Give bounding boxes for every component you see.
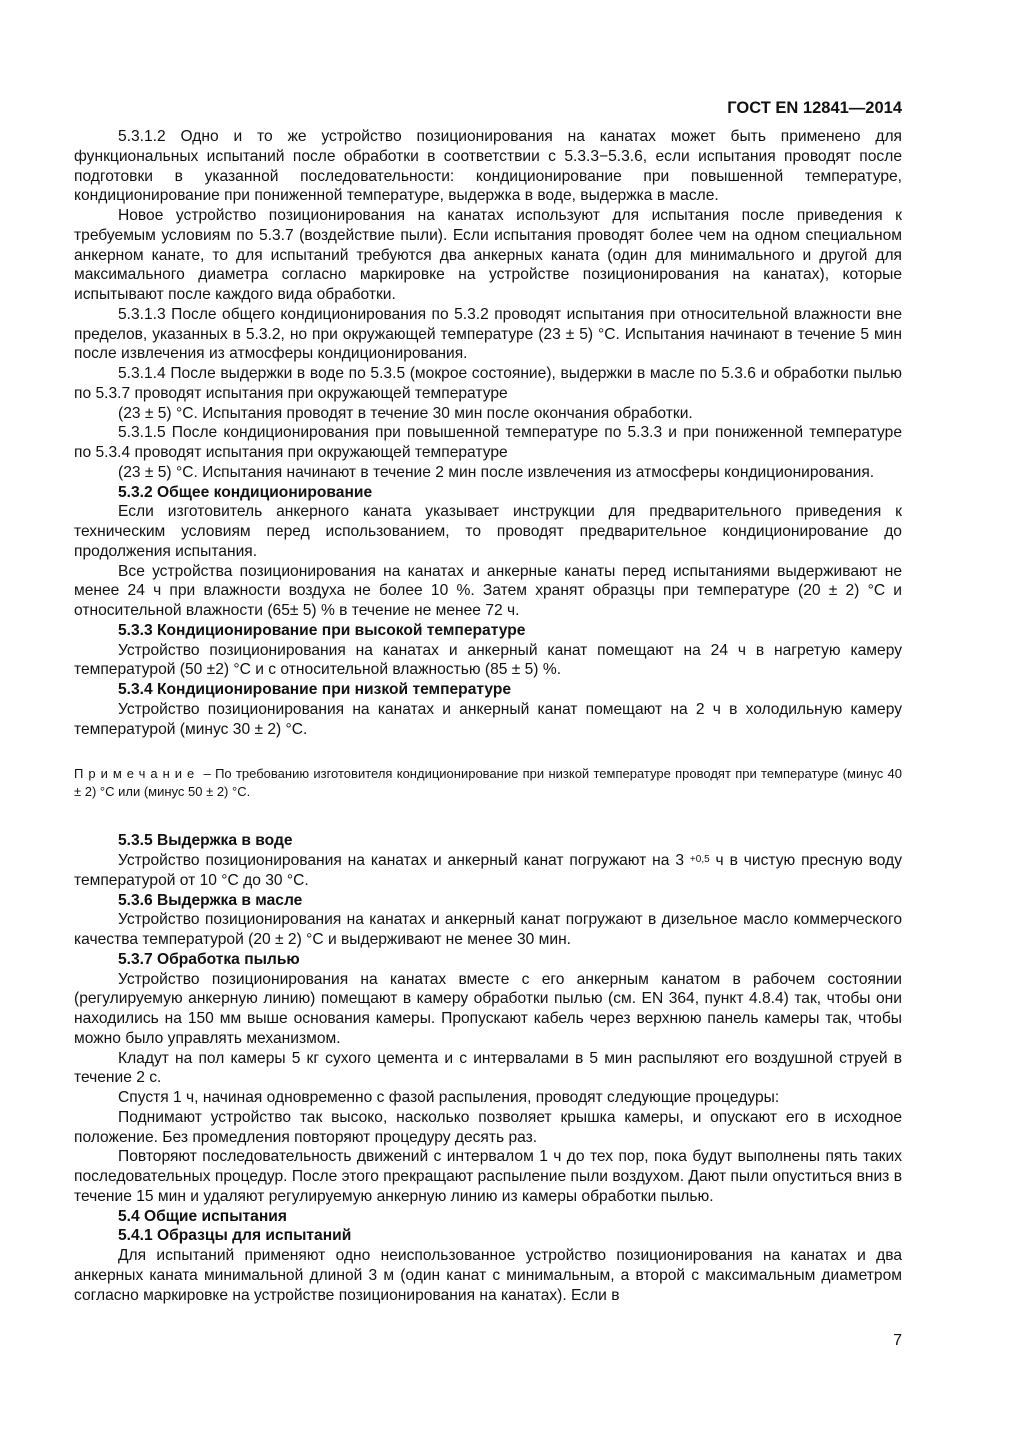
paragraph-samples: Для испытаний применяют одно неиспользованное устройство позиционирования на канатах и два анкерных каната минимальной длиной 3 м (один канат с минимальным, а второй с максимальным диаметром согласно маркировке на устройстве позиционирования на канатах). Если в xyxy=(74,1247,902,1304)
document-body xyxy=(74,127,902,1305)
paragraph-5-3-1-3: 5.3.1.3 После общего кондиционирования по 5.3.2 проводят испытания при относительной влажности вне пределов, указанных в 5.3.2, но при окружающей температуре (23 ± 5) °С. Испытания начинают в течение 5 мин после извлечения из атмосферы кондиционирования. xyxy=(74,305,902,363)
paragraph-high-temp: Устройство позиционирования на канатах и анкерный канат помещают на 24 ч в нагретую камеру температурой (50 ±2) °С и с относительной влажностью (85 ± 5) %. xyxy=(74,641,902,679)
document-code-header: ГОСТ EN 12841—2014 xyxy=(727,99,902,117)
heading-5-3-3: 5.3.3 Кондиционирование при высокой температуре xyxy=(118,621,526,639)
heading-5-4-1: 5.4.1 Образцы для испытаний xyxy=(118,1227,352,1245)
paragraph-raise-device: Поднимают устройство так высоко, насколько позволяет крышка камеры, и опускают его в исходное положение. Без промедления повторяют процедуру десять раз. xyxy=(74,1108,902,1146)
paragraph-water xyxy=(74,851,902,891)
tolerance-superscript: +0,5 xyxy=(689,854,710,865)
heading-5-3-2: 5.3.2 Общее кондиционирование xyxy=(118,483,373,501)
heading-5-3-6: 5.3.6 Выдержка в масле xyxy=(118,891,303,909)
note-text: – По требованию изготовителя кондиционирование при низкой температуре проводят при температуре (минус 40 ± 2) °С или (минус 50 ± 2) °С. xyxy=(74,766,902,800)
paragraph-5-3-1-2: 5.3.1.2 Одно и то же устройство позиционирования на канатах может быть применено для функциональных испытаний после обработки в соответствии с 5.3.3−5.3.6, если испытания проводят после подготовки в указанной последовательности: кондиционирование при повышенной температуре, кондиционирование при пониженной температуре, выдержка в воде, выдержка в масле. xyxy=(74,128,902,205)
paragraph-5-3-1-4: 5.3.1.4 После выдержки в воде по 5.3.5 (мокрое состояние), выдержки в масле по 5.3.6 и обработки пылью по 5.3.7 проводят испытания при окружающей температуре xyxy=(74,365,902,402)
heading-5-3-5: 5.3.5 Выдержка в воде xyxy=(118,832,293,850)
paragraph-storage: Все устройства позиционирования на канатах и анкерные канаты перед испытаниями выдерживают не менее 24 ч при влажности воздуха не более 10 %. Затем хранят образцы при температуре (20 ± 2) °С и относительной влажности (65± 5) % в течение не менее 72 ч. xyxy=(74,562,902,619)
heading-5-4: 5.4 Общие испытания xyxy=(118,1207,287,1225)
paragraph-new-device: Новое устройство позиционирования на канатах используют для испытания после приведения к требуемым условиям по 5.3.7 (воздействие пыли). Если испытания проводят более чем на одном специальном анкерном канате, то для испытаний требуются два анкерных каната (один для минимального и другой для максимального диаметра согласно маркировке на устройстве позиционирования на канатах), которые испытывают после каждого вида обработки. xyxy=(74,207,902,303)
document-page xyxy=(74,98,902,1305)
paragraph-oil: Устройство позиционирования на канатах и анкерный канат погружают в дизельное масло коммерческого качества температурой (20 ± 2) °С и выдерживают не менее 30 мин. xyxy=(74,911,902,948)
paragraph-5-3-1-4-cont: (23 ± 5) °С. Испытания проводят в течение 30 мин после окончания обработки. xyxy=(118,404,693,422)
paragraph-cement: Кладут на пол камеры 5 кг сухого цемента и с интервалами в 5 мин распыляют его воздушной струей в течение 2 с. xyxy=(74,1049,902,1087)
paragraph-procedures: Спустя 1 ч, начиная одновременно с фазой распыления, проводят следующие процедуры: xyxy=(118,1089,780,1106)
water-text-start: Устройство позиционирования на канатах и анкерный канат погружают на 3 xyxy=(118,852,690,869)
paragraph-5-3-1-5: 5.3.1.5 После кондиционирования при повышенной температуре по 5.3.3 и при пониженной температуре по 5.3.4 проводят испытания при окружающей температуре xyxy=(74,424,902,461)
paragraph-low-temp: Устройство позиционирования на канатах и анкерный канат помещают на 2 ч в холодильную камеру температурой (минус 30 ± 2) °С. xyxy=(74,700,902,738)
paragraph-repeat: Повторяют последовательность движений с интервалом 1 ч до тех пор, пока будут выполнены пять таких последовательных процедур. После этого прекращают распыление пыли воздухом. Дают пыли опуститься вниз в течение 15 мин и удаляют регулируемую анкерную линию из камеры обработки пылью. xyxy=(74,1148,902,1205)
heading-5-3-4: 5.3.4 Кондиционирование при низкой температуре xyxy=(118,681,512,698)
note-block xyxy=(74,765,902,801)
page-number: 7 xyxy=(893,1332,902,1349)
heading-5-3-7: 5.3.7 Обработка пылью xyxy=(118,950,300,968)
paragraph-5-3-1-5-cont: (23 ± 5) °С. Испытания начинают в течение 2 мин после извлечения из атмосферы кондиционирования. xyxy=(118,463,875,481)
paragraph-preconditioning: Если изготовитель анкерного каната указывает инструкции для предварительного приведения к техническим условиям перед использованием, то проводят предварительное кондиционирование до продолжения испытания. xyxy=(74,503,902,560)
paragraph-dust-chamber: Устройство позиционирования на канатах вместе с его анкерным канатом в рабочем состоянии (регулируемую анкерную линию) помещают в камеру обработки пылью (см. EN 364, пункт 4.8.4) так, чтобы они находились на 150 мм выше основания камеры. Пропускают кабель через верхнюю панель камеры так, чтобы можно было управлять механизмом. xyxy=(74,970,902,1047)
water-text-end: ч в чистую пресную воду температурой от 10 °С до 30 °С. xyxy=(74,852,902,889)
note-label: Примечание xyxy=(74,766,200,782)
